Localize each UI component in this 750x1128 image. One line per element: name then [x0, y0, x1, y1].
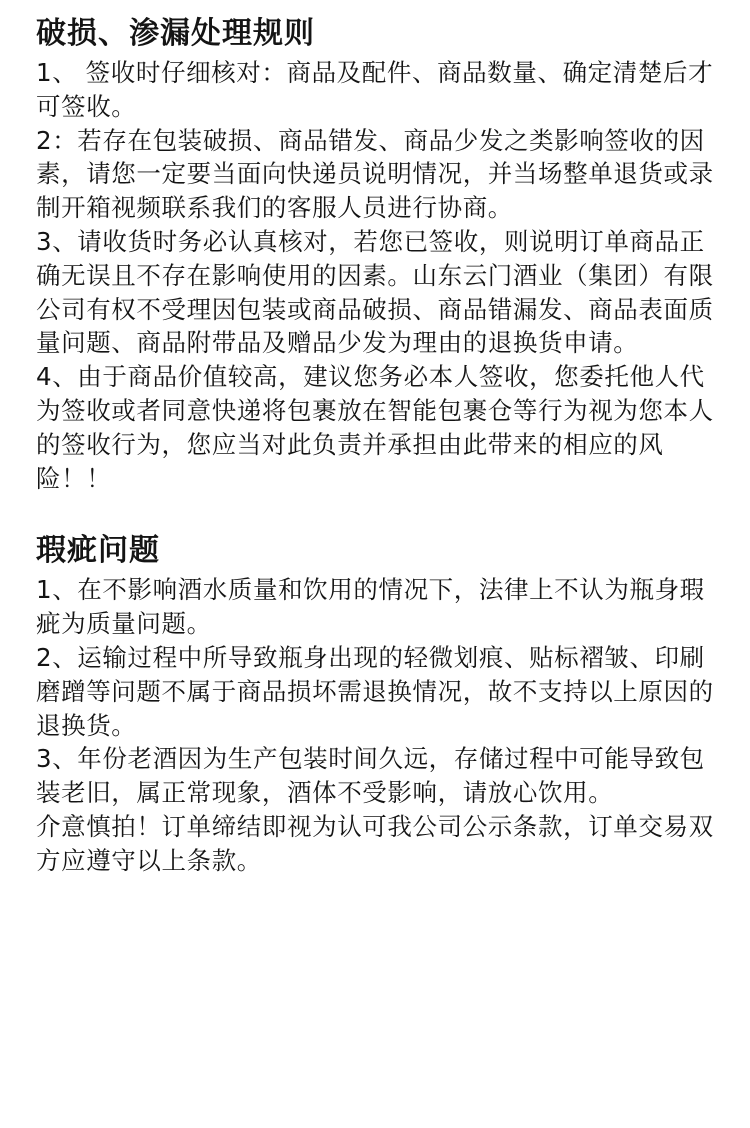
damage-leakage-section — [36, 12, 726, 495]
section-title-damage-leakage: 破损、渗漏处理规则 — [36, 16, 315, 51]
defect-paragraph-1: 1、在不影响酒水质量和饮用的情况下，法律上不认为瓶身瑕疵为质量问题。 — [36, 575, 705, 639]
policy-document — [36, 12, 726, 878]
rule-paragraph-3: 3、请收货时务必认真核对，若您已签收，则说明订单商品正确无误且不存在影响使用的因素。山东云门酒业（集团）有限公司有权不受理因包装或商品破损、商品错漏发、商品表面质量问题、商品附带品及赠品少发为理由的退换货申请。 — [36, 226, 714, 358]
defect-section — [36, 529, 726, 877]
rule-paragraph-4: 4、由于商品价值较高，建议您务必本人签收，您委托他人代为签收或者同意快递将包裹放在智能包裹仓等行为视为您本人的签收行为，您应当对此负责并承担由此带来的相应的风险！！ — [36, 362, 714, 493]
rule-paragraph-2: 2：若存在包装破损、商品错发、商品少发之类影响签收的因素，请您一定要当面向快递员说明情况，并当场整单退货或录制开箱视频联系我们的客服人员进行协商。 — [36, 125, 714, 223]
closing-notice: 介意慎拍！订单缔结即视为认可我公司公示条款，订单交易双方应遵守以上条款。 — [36, 811, 714, 875]
section-spacer — [36, 495, 726, 529]
defect-paragraph-3: 3、年份老酒因为生产包装时间久远，存储过程中可能导致包装老旧，属正常现象，酒体不受影响，请放心饮用。 — [36, 744, 705, 808]
rule-paragraph-1: 1、 签收时仔细核对：商品及配件、商品数量、确定清楚后才可签收。 — [36, 58, 714, 121]
defect-paragraph-2: 2、运输过程中所导致瓶身出现的轻微划痕、贴标褶皱、印刷磨蹭等问题不属于商品损坏需退换情况，故不支持以上原因的退换货。 — [36, 642, 714, 740]
section-title-defects: 瑕疵问题 — [36, 533, 160, 569]
